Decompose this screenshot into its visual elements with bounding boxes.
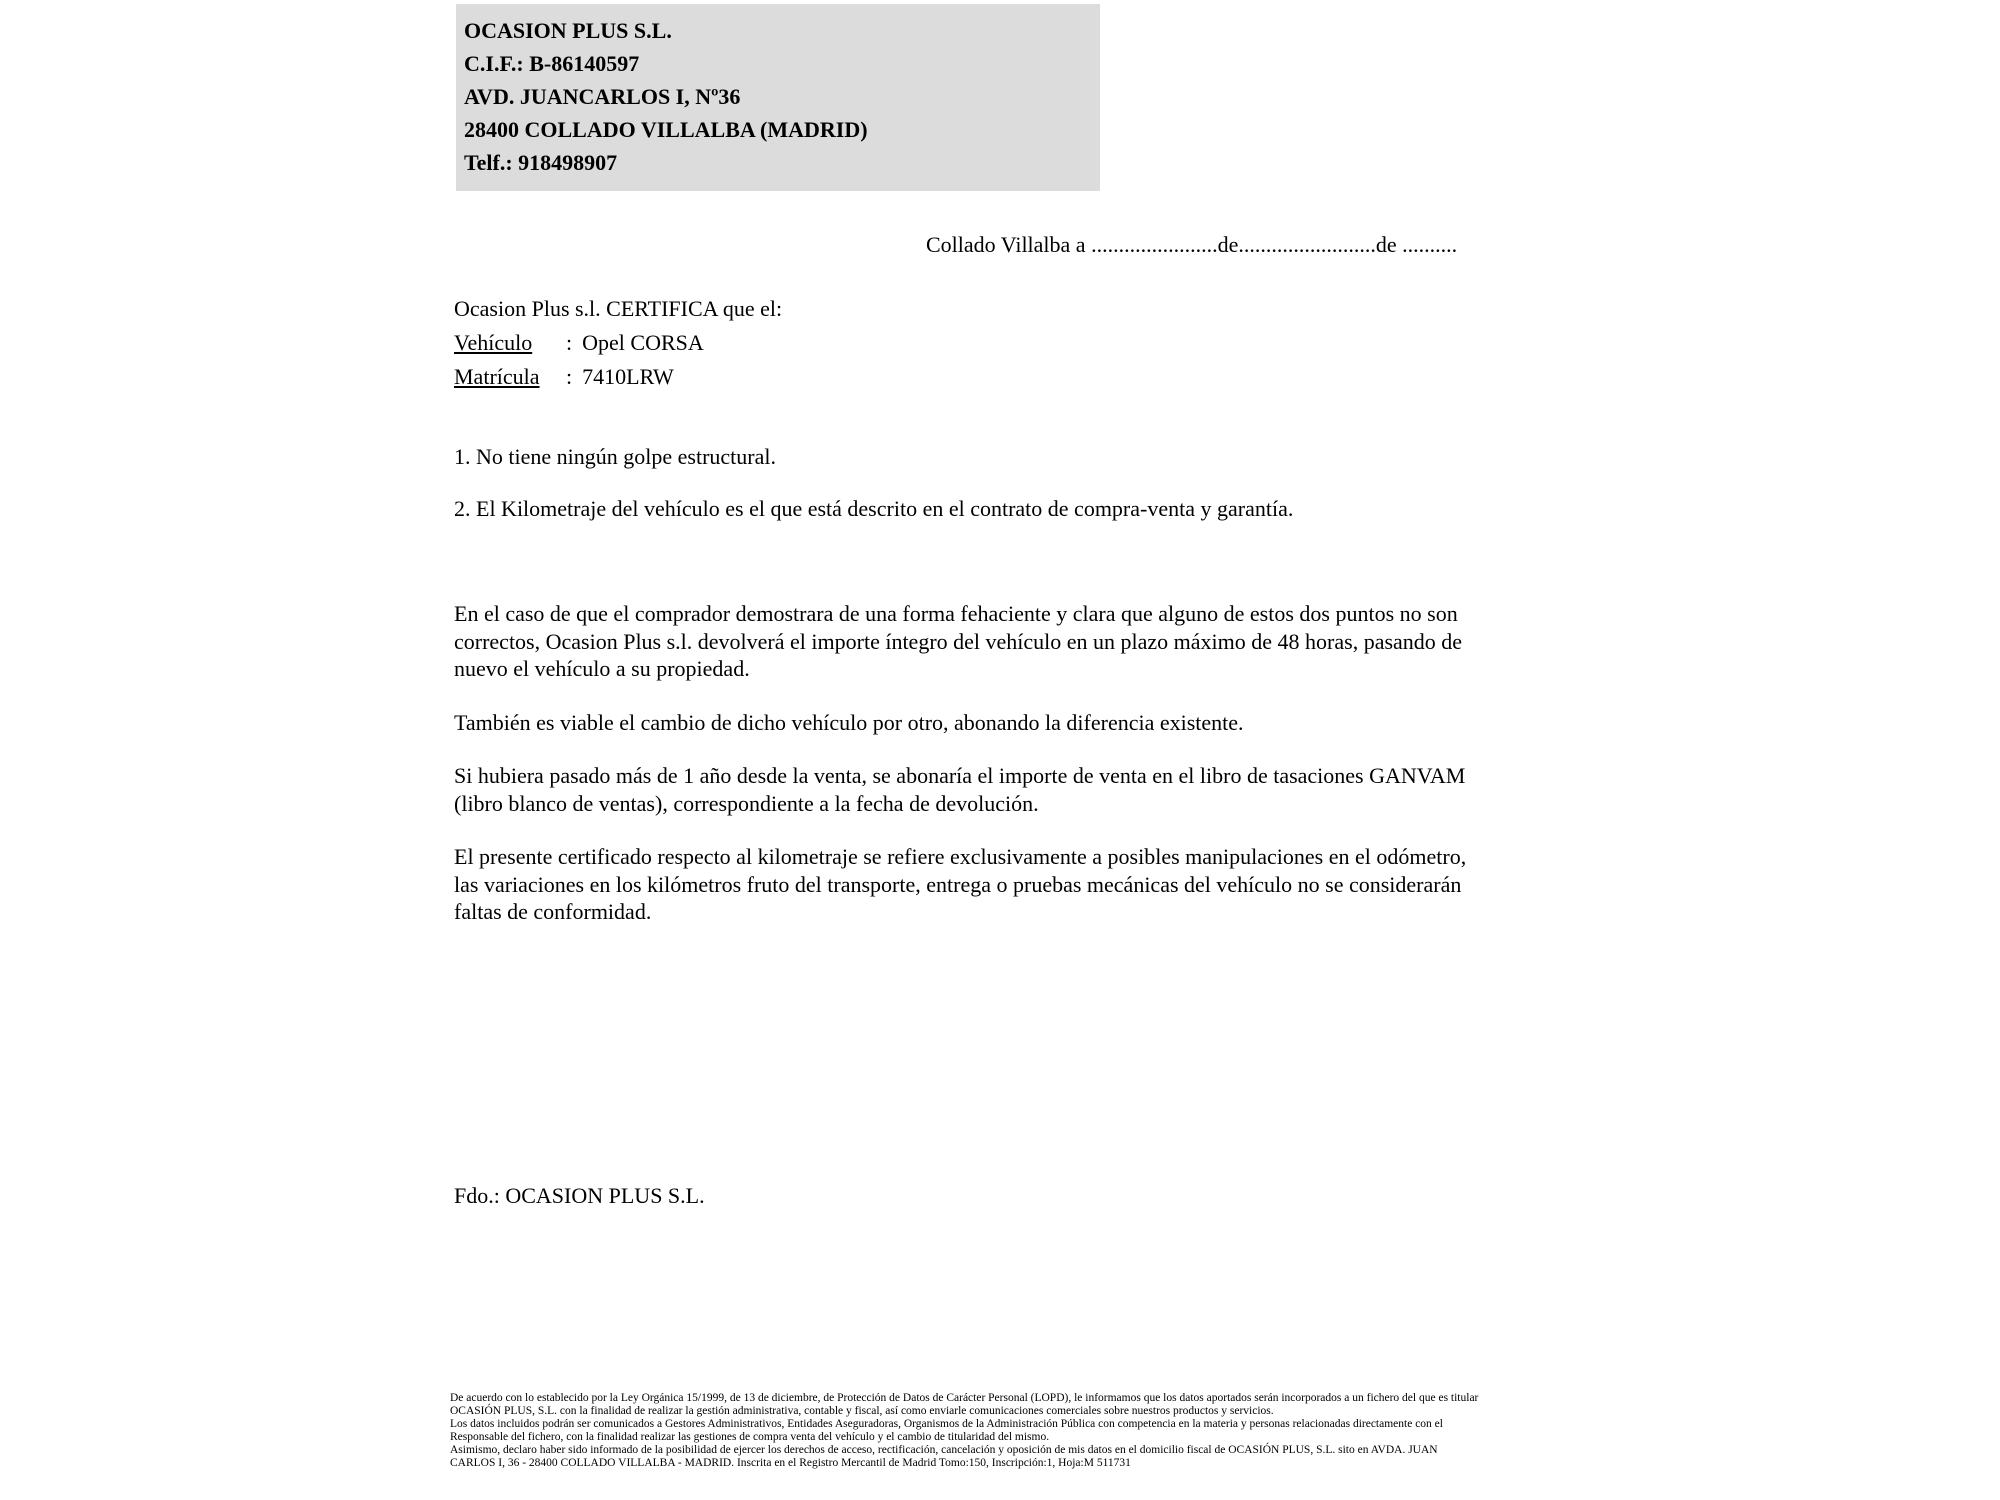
paragraph-odometer: El presente certificado respecto al kilometraje se refiere exclusivamente a posibles manipulaciones en el odómetro, las variaciones en los kilómetros fruto del transporte, entrega o pruebas mecánicas del vehículo no se considerarán faltas de conformidad. <box>454 844 1467 924</box>
vehicle-label-wrap <box>454 326 566 360</box>
certification-intro: Ocasion Plus s.l. CERTIFICA que el: <box>454 296 783 321</box>
footer-line-6: CARLOS I, 36 - 28400 COLLADO VILLALBA - MADRID. Inscrita en el Registro Mercantil de Madrid Tomo:150, Inscripción:1, Hoja:M 511731 <box>450 1457 1131 1469</box>
footer-line-3: Los datos incluidos podrán ser comunicados a Gestores Administrativos, Entidades Aseguradoras, Organismos de la Administración Pública con competencia en la materia y personas relacionadas directamente con el <box>450 1418 1443 1430</box>
footer-line-1: De acuerdo con lo establecido por la Ley Orgánica 15/1999, de 13 de diciembre, de Protección de Datos de Carácter Personal (LOPD), le informamos que los datos aportados serán incorporados a un fichero del que es titular <box>450 1392 1479 1404</box>
vehicle-field <box>454 326 782 360</box>
plate-value: 7410LRW <box>582 364 674 389</box>
company-header-block <box>456 4 1100 191</box>
company-phone: Telf.: 918498907 <box>464 150 618 175</box>
vehicle-value: Opel CORSA <box>582 330 704 355</box>
company-city: 28400 COLLADO VILLALBA (MADRID) <box>464 117 868 142</box>
clause-2: 2. El Kilometraje del vehículo es el que está descrito en el contrato de compra-venta y garantía. <box>454 496 1294 521</box>
date-line: Collado Villalba a .......................de.........................de .......... <box>926 232 1458 257</box>
paragraph-refund: En el caso de que el comprador demostrara de una forma fehaciente y clara que alguno de estos dos puntos no son correctos, Ocasion Plus s.l. devolverá el importe íntegro del vehículo en un plazo máximo de 48 horas, pasando de nuevo el vehículo a su propiedad. <box>454 601 1463 681</box>
certification-block <box>454 292 782 394</box>
company-cif: C.I.F.: B-86140597 <box>464 51 640 76</box>
paragraph-exchange: También es viable el cambio de dicho vehículo por otro, abonando la diferencia existente. <box>454 709 1244 735</box>
footer-line-2: OCASIÓN PLUS, S.L. con la finalidad de realizar la gestión administrativa, contable y fiscal, así como enviarle comunicaciones comerciales sobre nuestros productos y servicios. <box>450 1405 1274 1417</box>
clause-1: 1. No tiene ningún golpe estructural. <box>454 444 776 469</box>
clauses-block <box>454 443 1514 522</box>
vehicle-label: Vehículo <box>454 330 533 355</box>
plate-label-wrap <box>454 360 566 394</box>
footer-line-4: Responsable del fichero, con la finalidad realizar las gestiones de compra venta del vehículo y el cambio de titularidad del mismo. <box>450 1431 1050 1443</box>
plate-field <box>454 360 782 394</box>
paragraph-ganvam: Si hubiera pasado más de 1 año desde la venta, se abonaría el importe de venta en el libro de tasaciones GANVAM (libro blanco de ventas), correspondiente a la fecha de devolución. <box>454 763 1466 816</box>
footer-line-5: Asimismo, declaro haber sido informado de la posibilidad de ejercer los derechos de acceso, rectificación, cancelación y oposición de mis datos en el domicilio fiscal de OCASIÓN PLUS, S.L. sito en AVDA. JUAN <box>450 1444 1438 1456</box>
company-address: AVD. JUANCARLOS I, Nº36 <box>464 84 741 109</box>
company-name: OCASION PLUS S.L. <box>464 18 672 43</box>
body-paragraphs <box>454 600 1496 952</box>
signature-line: Fdo.: OCASION PLUS S.L. <box>454 1183 705 1208</box>
vehicle-separator: : <box>566 330 573 355</box>
plate-separator: : <box>566 364 573 389</box>
plate-label: Matrícula <box>454 364 540 389</box>
legal-footer <box>450 1392 1520 1470</box>
